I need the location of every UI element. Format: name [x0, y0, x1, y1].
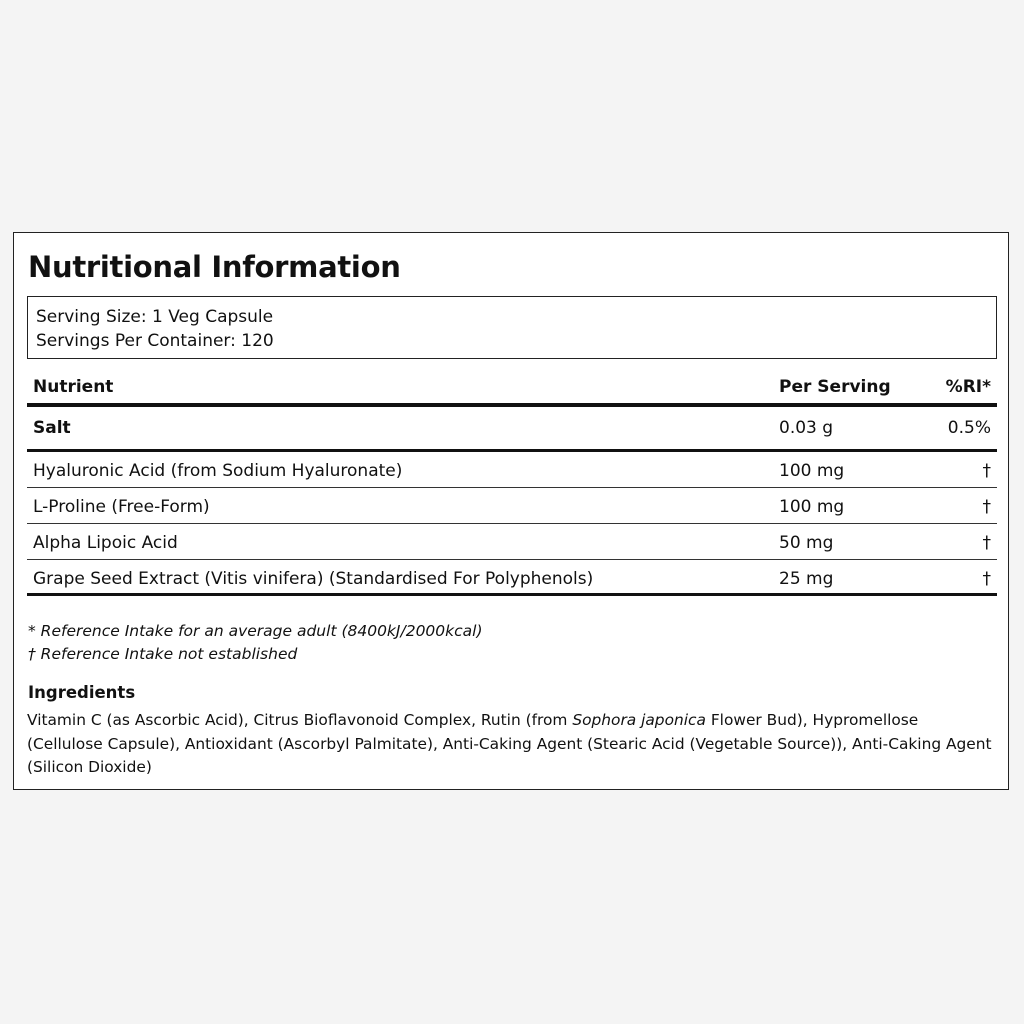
header-nutrient: Nutrient	[33, 377, 114, 397]
nutrient-per-serving: 100 mg	[779, 497, 845, 517]
table-row	[27, 524, 997, 560]
servings-per-container: Servings Per Container: 120	[36, 331, 274, 351]
header-per-serving: Per Serving	[779, 377, 891, 397]
nutrient-ri: †	[982, 533, 991, 553]
nutrient-per-serving: 50 mg	[779, 533, 834, 553]
ingredients-species-name: Sophora japonica	[572, 711, 706, 729]
nutrient-name: Alpha Lipoic Acid	[33, 533, 178, 553]
dagger-footnote: † Reference Intake not established	[28, 645, 298, 663]
table-header-row	[27, 374, 997, 407]
ri-footnote: * Reference Intake for an average adult (8400kJ/2000kcal)	[28, 622, 483, 640]
footnotes	[28, 620, 483, 666]
nutrient-name: Salt	[33, 418, 71, 438]
nutrient-ri: †	[982, 461, 991, 481]
nutrient-per-serving: 0.03 g	[779, 418, 834, 438]
table-row	[27, 488, 997, 524]
table-row-salt	[27, 407, 997, 452]
ingredients-text-part2: Flower Bud), Hypromellose (Cellulose Capsule), Antioxidant (Ascorbyl Palmitate), Anti-Caking Agent (Stearic Acid (Vegetable Source)), Anti-Caking Agent (Silicon Dioxide)	[27, 711, 992, 776]
nutrient-name: Grape Seed Extract (Vitis vinifera) (Standardised For Polyphenols)	[33, 569, 594, 589]
nutrient-ri: †	[982, 569, 991, 589]
nutrient-ri: 0.5%	[947, 418, 991, 438]
serving-info-box	[27, 296, 997, 359]
header-ri: %RI*	[945, 377, 991, 397]
label-title: Nutritional Information	[28, 250, 401, 284]
nutrition-label	[13, 232, 1009, 790]
table-row	[27, 560, 997, 596]
nutrient-per-serving: 100 mg	[779, 461, 845, 481]
nutrient-ri: †	[982, 497, 991, 517]
table-row	[27, 452, 997, 488]
ingredients-text-part1: Vitamin C (as Ascorbic Acid), Citrus Bioflavonoid Complex, Rutin (from	[27, 711, 573, 729]
nutrient-table	[27, 374, 997, 596]
ingredients-text	[27, 709, 993, 780]
nutrient-per-serving: 25 mg	[779, 569, 834, 589]
nutrient-name: Hyaluronic Acid (from Sodium Hyaluronate)	[33, 461, 403, 481]
nutrient-name: L-Proline (Free-Form)	[33, 497, 210, 517]
ingredients-heading: Ingredients	[28, 683, 136, 702]
serving-size: Serving Size: 1 Veg Capsule	[36, 307, 274, 327]
